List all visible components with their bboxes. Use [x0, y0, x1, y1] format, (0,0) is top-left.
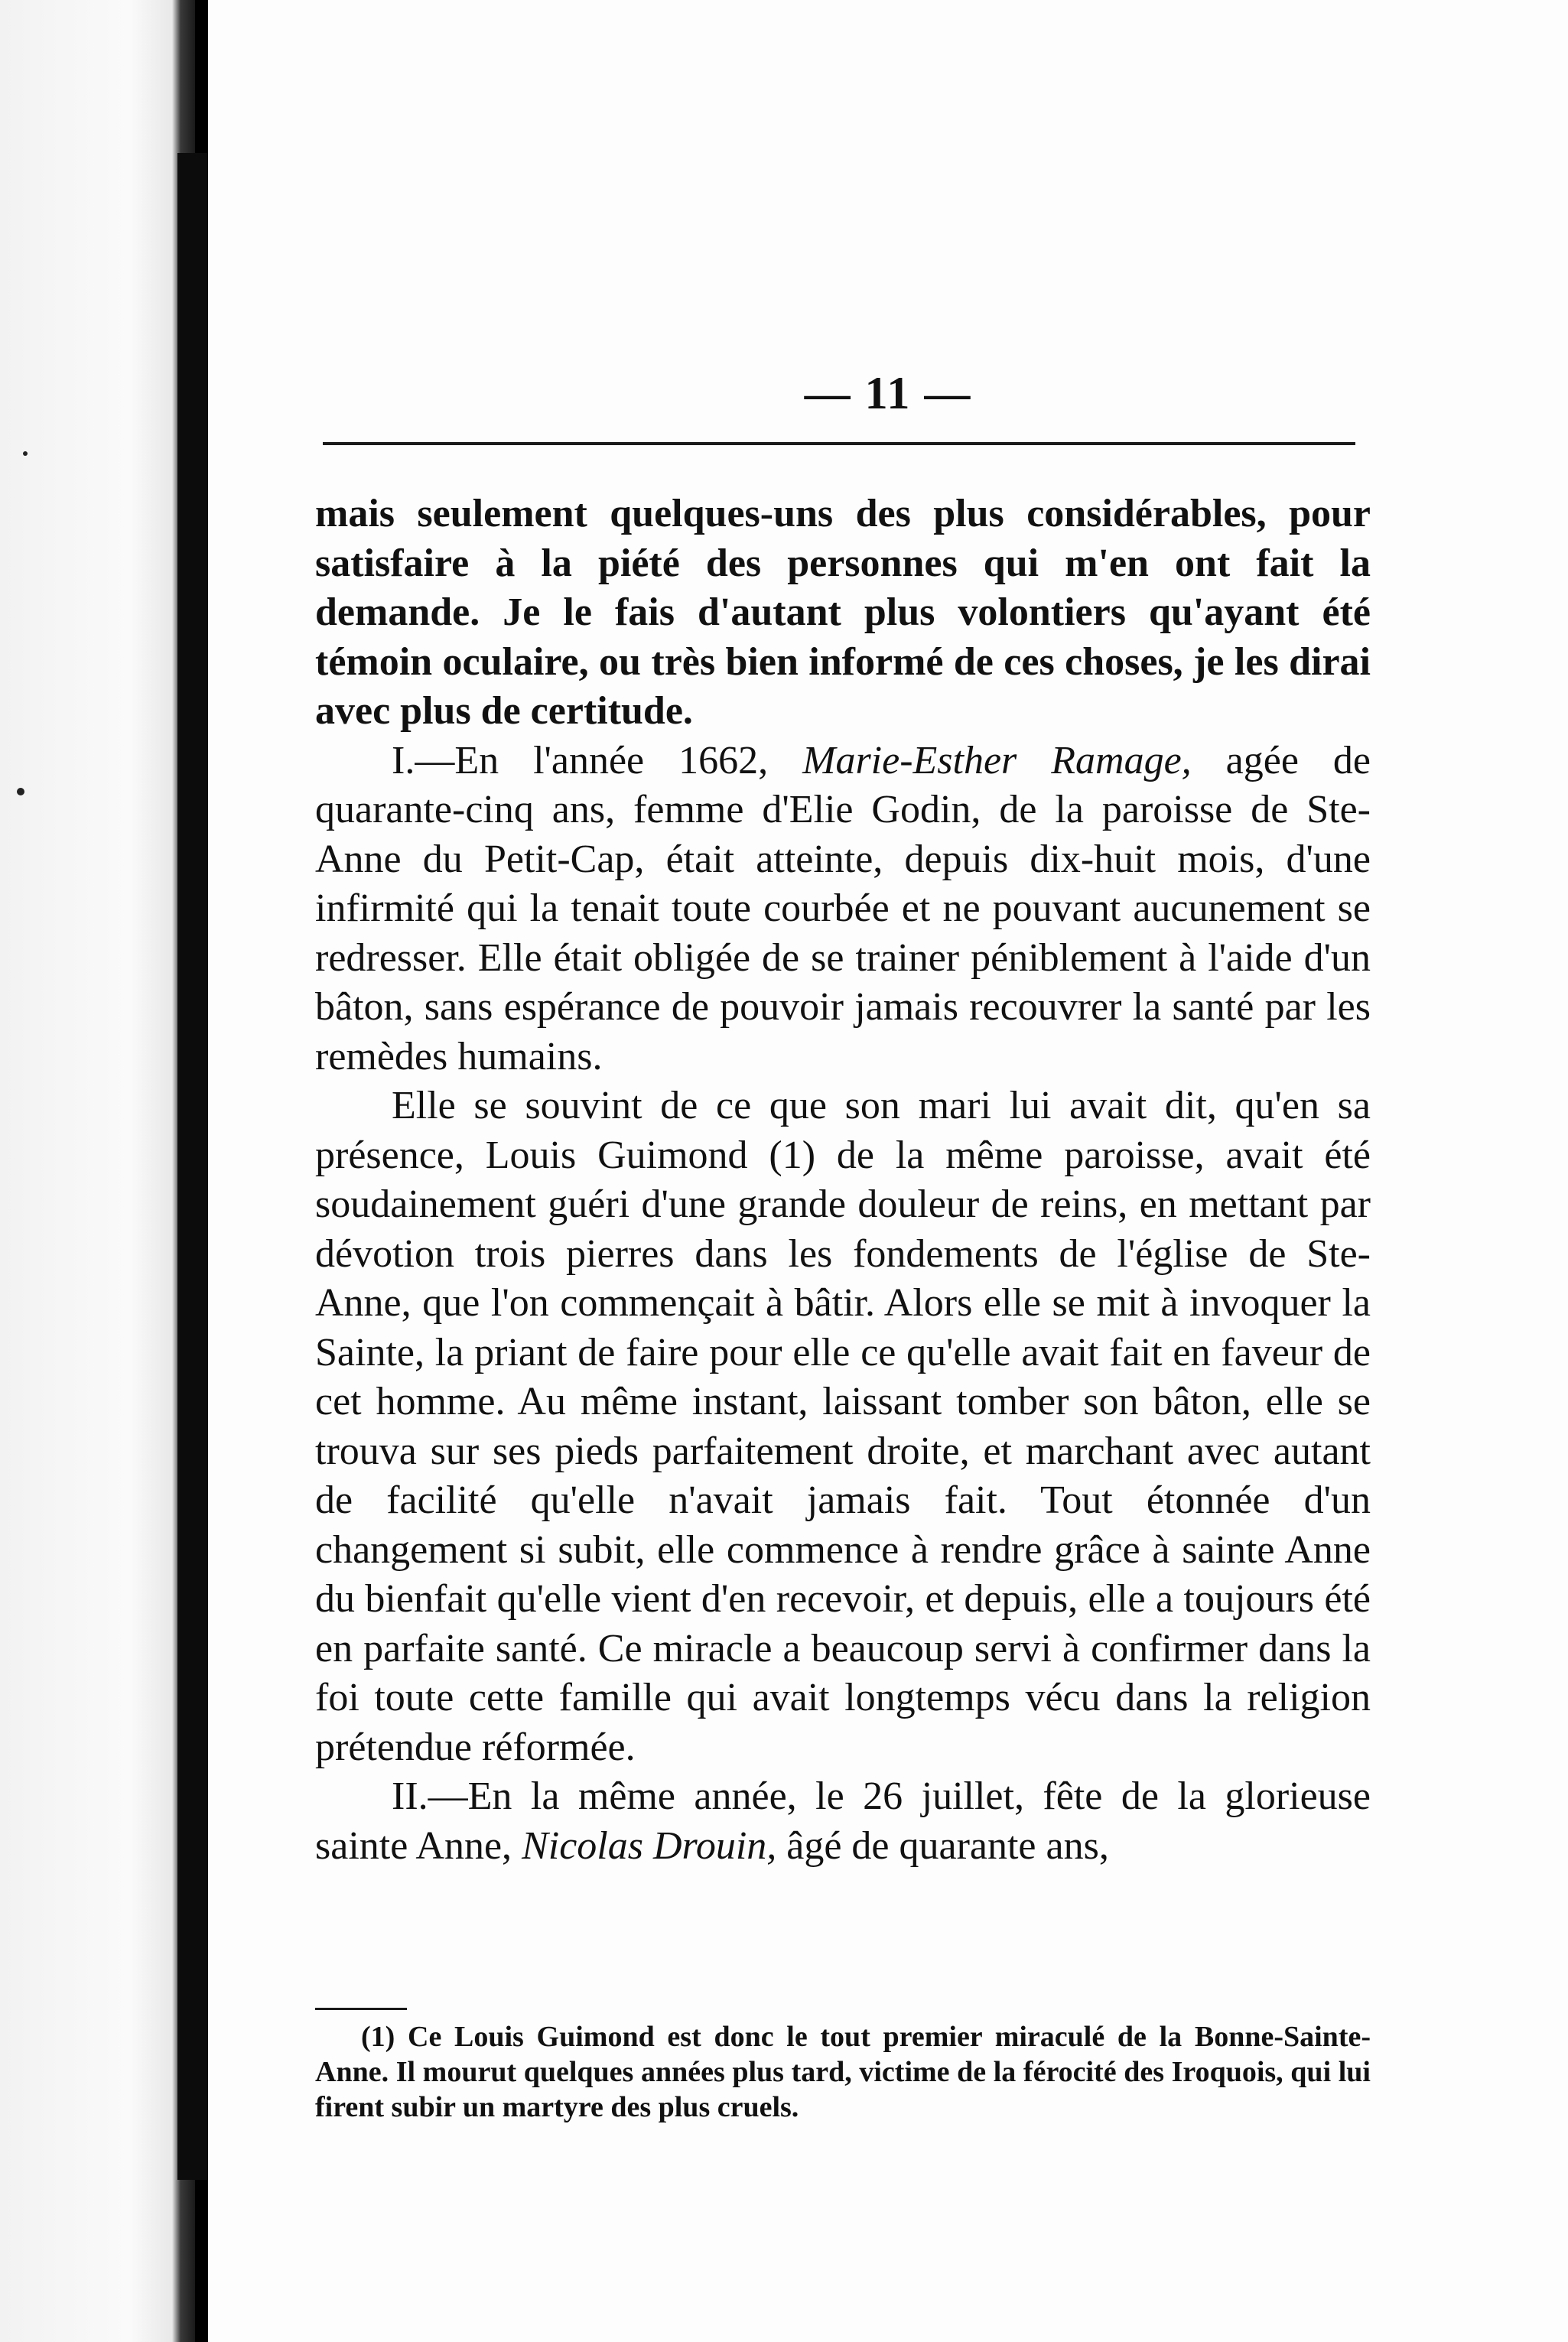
header-rule [323, 442, 1355, 445]
paragraph-miracle-1 [315, 737, 1371, 1082]
person-name: Marie-Esther Ramage, [802, 738, 1192, 782]
paragraph-rest: âgé de quarante ans, [776, 1823, 1109, 1868]
footnote-rule [315, 2008, 407, 2010]
book-page [208, 0, 1568, 2342]
paragraph-rest: agée de quarante-cinq ans, femme d'Elie Godin, de la paroisse de Ste-Anne du Petit-Cap, était atteinte, depuis dix-huit mois, d'une infirmité qui la tenait toute courbée et ne pouvant aucunement se redresser. Elle était obligée de se trainer péniblement à l'aide d'un bâton, sans espérance de pouvoir jamais recouvrer la santé par les remèdes humains. [315, 738, 1371, 1078]
left-page-edge [0, 0, 195, 2342]
footnote-block [315, 2019, 1371, 2125]
page-gutter [177, 153, 208, 2180]
scan-speck [23, 451, 28, 456]
person-name: Nicolas Drouin, [522, 1823, 777, 1868]
scan-speck [17, 788, 24, 795]
paragraph-lead: II.—En la même année, le 26 juillet, fête de la glorieuse sainte Anne, [315, 1774, 1371, 1868]
page-number: — 11 — [804, 368, 972, 418]
body-text [315, 490, 1371, 1871]
paragraph-intro: mais seulement quelques-uns des plus considérables, pour satisfaire à la piété des personnes qui m'en ont fait la demande. Je le fais d'autant plus volontiers qu'ayant été témoin oculaire, ou très bien informé de ces choses, je les dirai avec plus de certitude. [315, 492, 1371, 733]
paragraph-miracle-2 [315, 1772, 1371, 1871]
footnote-1: (1) Ce Louis Guimond est donc le tout premier miraculé de la Bonne-Sainte-Anne. Il mourut quelques années plus tard, victime de la férocité des Iroquois, qui lui firent subir un martyre des plus cruels. [315, 2021, 1371, 2123]
paragraph-lead: I.—En l'année 1662, [392, 738, 803, 782]
paragraph-miracle-1-cont: Elle se souvint de ce que son mari lui avait dit, qu'en sa présence, Louis Guimond (1) de la même paroisse, avait été soudainement guéri d'une grande douleur de reins, en mettant par dévotion trois pierres dans les fondements de l'église de Ste-Anne, que l'on commençait à bâtir. Alors elle se mit à invoquer la Sainte, la priant de faire pour elle ce qu'elle avait fait en faveur de cet homme. Au même instant, laissant tomber son bâton, elle se trouva sur ses pieds parfaitement droite, et marchant avec autant de facilité qu'elle n'avait jamais fait. Tout étonnée d'un changement si subit, elle commence à rendre grâce à sainte Anne du bienfait qu'elle vient d'en recevoir, et depuis, elle a toujours été en parfaite santé. Ce miracle a beaucoup servi à confirmer dans la foi toute cette famille qui avait longtemps vécu dans la religion prétendue réformée. [315, 1084, 1371, 1769]
